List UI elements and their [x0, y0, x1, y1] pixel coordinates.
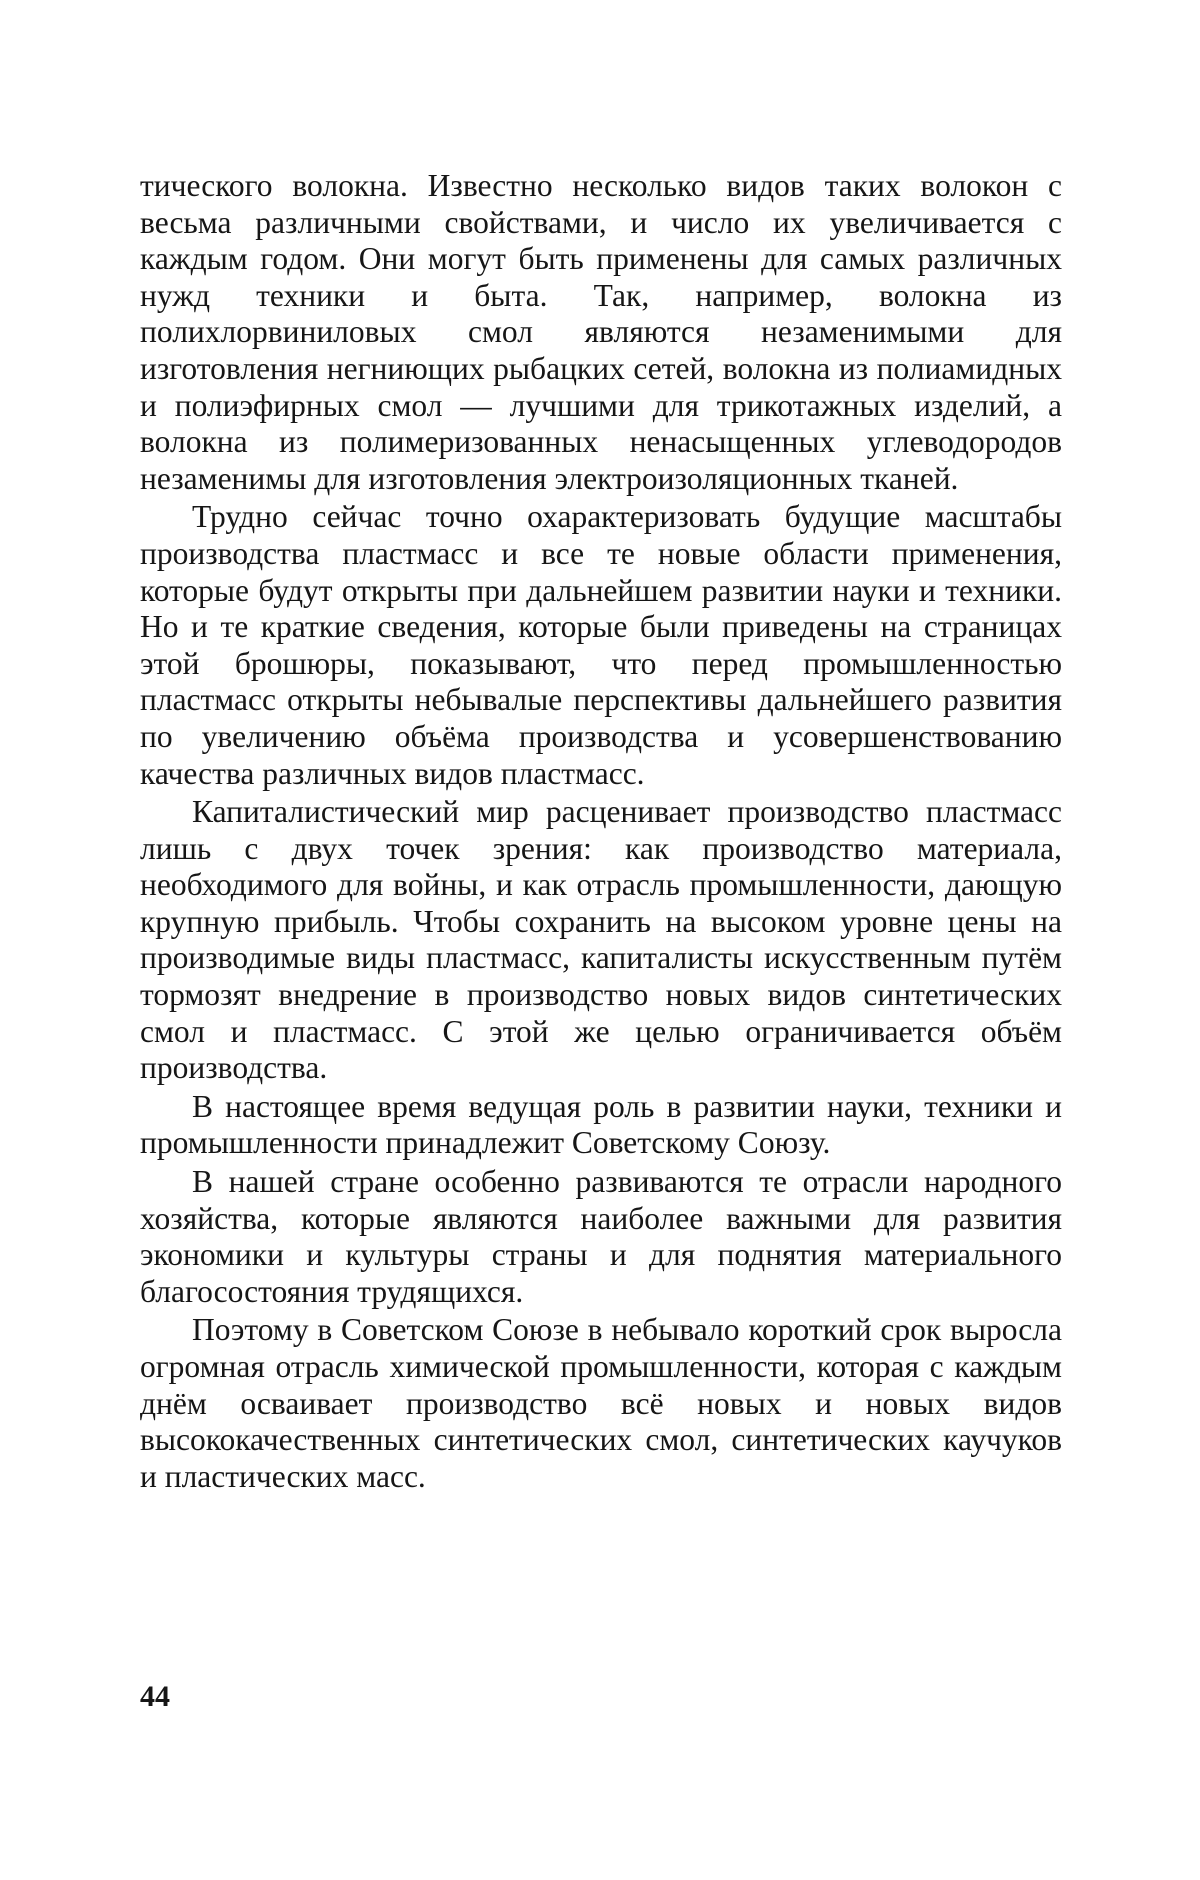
paragraph-capitalist-world: Капиталистический мир расценивает производство пластмасс лишь с двух точек зрения: как производство материала, необходимого для войны, и как отрасль промышленности, дающую крупную прибыль. Чтобы сохранить на высоком уровне цены на производимые виды пластмасс, капиталисты искусственным путём тормозят внедрение в производство новых видов синтетических смол и пластмасс. С этой же целью ограничивается объём производства.: [140, 794, 1062, 1087]
paragraph-continuation: тического волокна. Известно несколько видов таких волокон с весьма различными свойствами, и число их увеличивается с каждым годом. Они могут быть применены для самых различных нужд техники и быта. Так, например, волокна из полихлорвиниловых смол являются незаменимыми для изготовления негниющих рыбацких сетей, волокна из полиамидных и полиэфирных смол — лучшими для трикотажных изделий, а волокна из полимеризованных ненасыщенных углеводородов незаменимы для изготовления электроизоляционных тканей.: [140, 168, 1062, 497]
paragraph-future-scale: Трудно сейчас точно охарактеризовать будущие масштабы производства пластмасс и все те новые области применения, которые будут открыты при дальнейшем развитии науки и техники. Но и те краткие сведения, которые были приведены на страницах этой брошюры, показывают, что перед промышленностью пластмасс открыты небывалые перспективы дальнейшего развития по увеличению объёма производства и усовершенствованию качества различных видов пластмасс.: [140, 499, 1062, 792]
page-body: [140, 168, 1062, 1495]
paragraph-leading-role: В настоящее время ведущая роль в развитии науки, техники и промышленности принадлежит Советскому Союзу.: [140, 1089, 1062, 1162]
paragraph-chemical-industry: Поэтому в Советском Союзе в небывало короткий срок выросла огромная отрасль химической промышленности, которая с каждым днём осваивает производство всё новых и новых видов высококачественных синтетических смол, синтетических каучуков и пластических масс.: [140, 1312, 1062, 1495]
page-number: 44: [140, 1680, 170, 1714]
paragraph-our-country: В нашей стране особенно развиваются те отрасли народного хозяйства, которые являются наиболее важными для развития экономики и культуры страны и для поднятия материального благосостояния трудящихся.: [140, 1164, 1062, 1310]
